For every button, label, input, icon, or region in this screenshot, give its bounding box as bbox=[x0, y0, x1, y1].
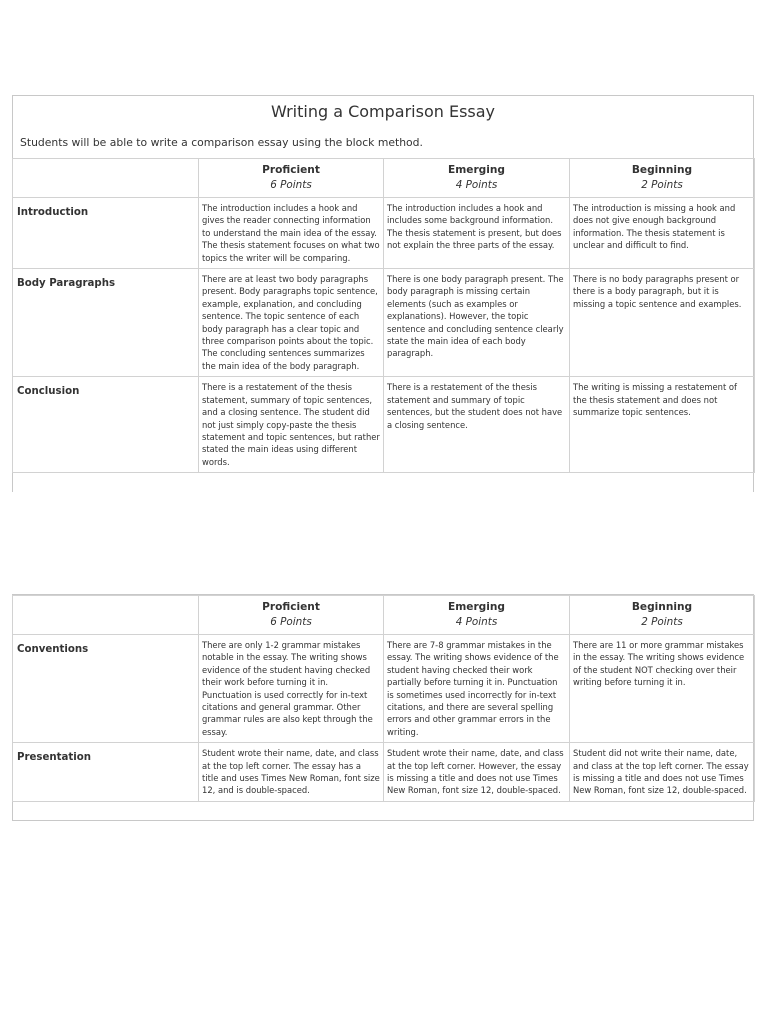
criterion-name: Introduction bbox=[13, 198, 199, 269]
criterion-cell: There are 11 or more grammar mistakes in the essay. The writing shows evidence of the student NOT checking over their writing before turning it in. bbox=[570, 635, 755, 743]
level-points: 2 Points bbox=[641, 179, 683, 191]
criterion-row-presentation bbox=[13, 743, 755, 802]
level-header-beginning bbox=[570, 159, 755, 198]
level-name: Emerging bbox=[447, 601, 506, 613]
criterion-cell: There is a restatement of the thesis statement and summary of topic sentences, but the student does not have a closing sentence. bbox=[384, 377, 570, 473]
rubric-page-2 bbox=[12, 594, 754, 821]
level-name: Proficient bbox=[262, 164, 320, 176]
criterion-cell: There is a restatement of the thesis statement, summary of topic sentences, and a closing sentence. The student did not just simply copy-paste the thesis statement and topic sentences, but rather stated the main ideas using different words. bbox=[199, 377, 384, 473]
criterion-cell: The introduction includes a hook and gives the reader connecting information to understand the main idea of the essay. The thesis statement focuses on what two topics the writer will be comparing. bbox=[199, 198, 384, 269]
rubric-table-1 bbox=[12, 158, 755, 473]
level-header-proficient bbox=[199, 596, 384, 635]
rubric-page-1 bbox=[12, 95, 754, 492]
corner-cell bbox=[13, 596, 199, 635]
criterion-name: Presentation bbox=[13, 743, 199, 802]
criterion-cell: There are at least two body paragraphs present. Body paragraphs topic sentence, example, explanation, and concluding sentence. The topic sentence of each body paragraph has a clear topic and three comparison points about the topic. The concluding sentences summarizes the main idea of the body paragraph. bbox=[199, 269, 384, 377]
level-header-proficient bbox=[199, 159, 384, 198]
criterion-name: Conventions bbox=[13, 635, 199, 743]
level-name: Emerging bbox=[447, 164, 506, 176]
rubric-description: Students will be able to write a comparison essay using the block method. bbox=[20, 136, 423, 149]
criterion-row-body-paragraphs bbox=[13, 269, 755, 377]
criterion-cell: There is one body paragraph present. The body paragraph is missing certain elements (such as examples or explanations). However, the topic sentence and concluding sentence clearly state the main idea of each body paragraph. bbox=[384, 269, 570, 377]
corner-cell bbox=[13, 159, 199, 198]
criterion-cell: There are only 1-2 grammar mistakes notable in the essay. The writing shows evidence of the student having checked their work before turning it in. Punctuation is used correctly for in-text citations and general grammar. Other grammar rules are also kept through the essay. bbox=[199, 635, 384, 743]
criterion-cell: The writing is missing a restatement of the thesis statement and does not summarize topic sentences. bbox=[570, 377, 755, 473]
level-header-emerging bbox=[384, 159, 570, 198]
criterion-row-conventions bbox=[13, 635, 755, 743]
level-header-emerging bbox=[384, 596, 570, 635]
level-header-row bbox=[13, 596, 755, 635]
criterion-cell: There are 7-8 grammar mistakes in the essay. The writing shows evidence of the student having checked their work partially before turning it in. Punctuation is sometimes used incorrectly for in-text citations, and there are several spelling errors and other grammar errors in the writing. bbox=[384, 635, 570, 743]
rubric-table-2 bbox=[12, 595, 755, 802]
criterion-cell: Student wrote their name, date, and class at the top left corner. The essay has a title and uses Times New Roman, font size 12, and is double-spaced. bbox=[199, 743, 384, 802]
criterion-cell: The introduction is missing a hook and does not give enough background information. The thesis statement is unclear and difficult to find. bbox=[570, 198, 755, 269]
level-name: Beginning bbox=[631, 164, 693, 176]
level-points: 6 Points bbox=[270, 616, 312, 628]
level-name: Beginning bbox=[631, 601, 693, 613]
level-header-beginning bbox=[570, 596, 755, 635]
level-points: 4 Points bbox=[455, 616, 498, 628]
criterion-name: Body Paragraphs bbox=[13, 269, 199, 377]
level-name: Proficient bbox=[262, 601, 320, 613]
level-header-row bbox=[13, 159, 755, 198]
criterion-cell: There is no body paragraphs present or there is a body paragraph, but it is missing a topic sentence and examples. bbox=[570, 269, 755, 377]
criterion-cell: The introduction includes a hook and includes some background information. The thesis statement is present, but does not explain the three parts of the essay. bbox=[384, 198, 570, 269]
criterion-row-conclusion bbox=[13, 377, 755, 473]
rubric-title: Writing a Comparison Essay bbox=[270, 102, 496, 121]
criterion-cell: Student wrote their name, date, and class at the top left corner. However, the essay is missing a title and does not use Times New Roman, font size 12, double-spaced. bbox=[384, 743, 570, 802]
level-points: 6 Points bbox=[270, 179, 312, 191]
level-points: 4 Points bbox=[455, 179, 498, 191]
criterion-row-introduction bbox=[13, 198, 755, 269]
level-points: 2 Points bbox=[641, 616, 683, 628]
criterion-name: Conclusion bbox=[13, 377, 199, 473]
criterion-cell: Student did not write their name, date, and class at the top left corner. The essay is missing a title and does not use Times New Roman, font size 12, double-spaced. bbox=[570, 743, 755, 802]
